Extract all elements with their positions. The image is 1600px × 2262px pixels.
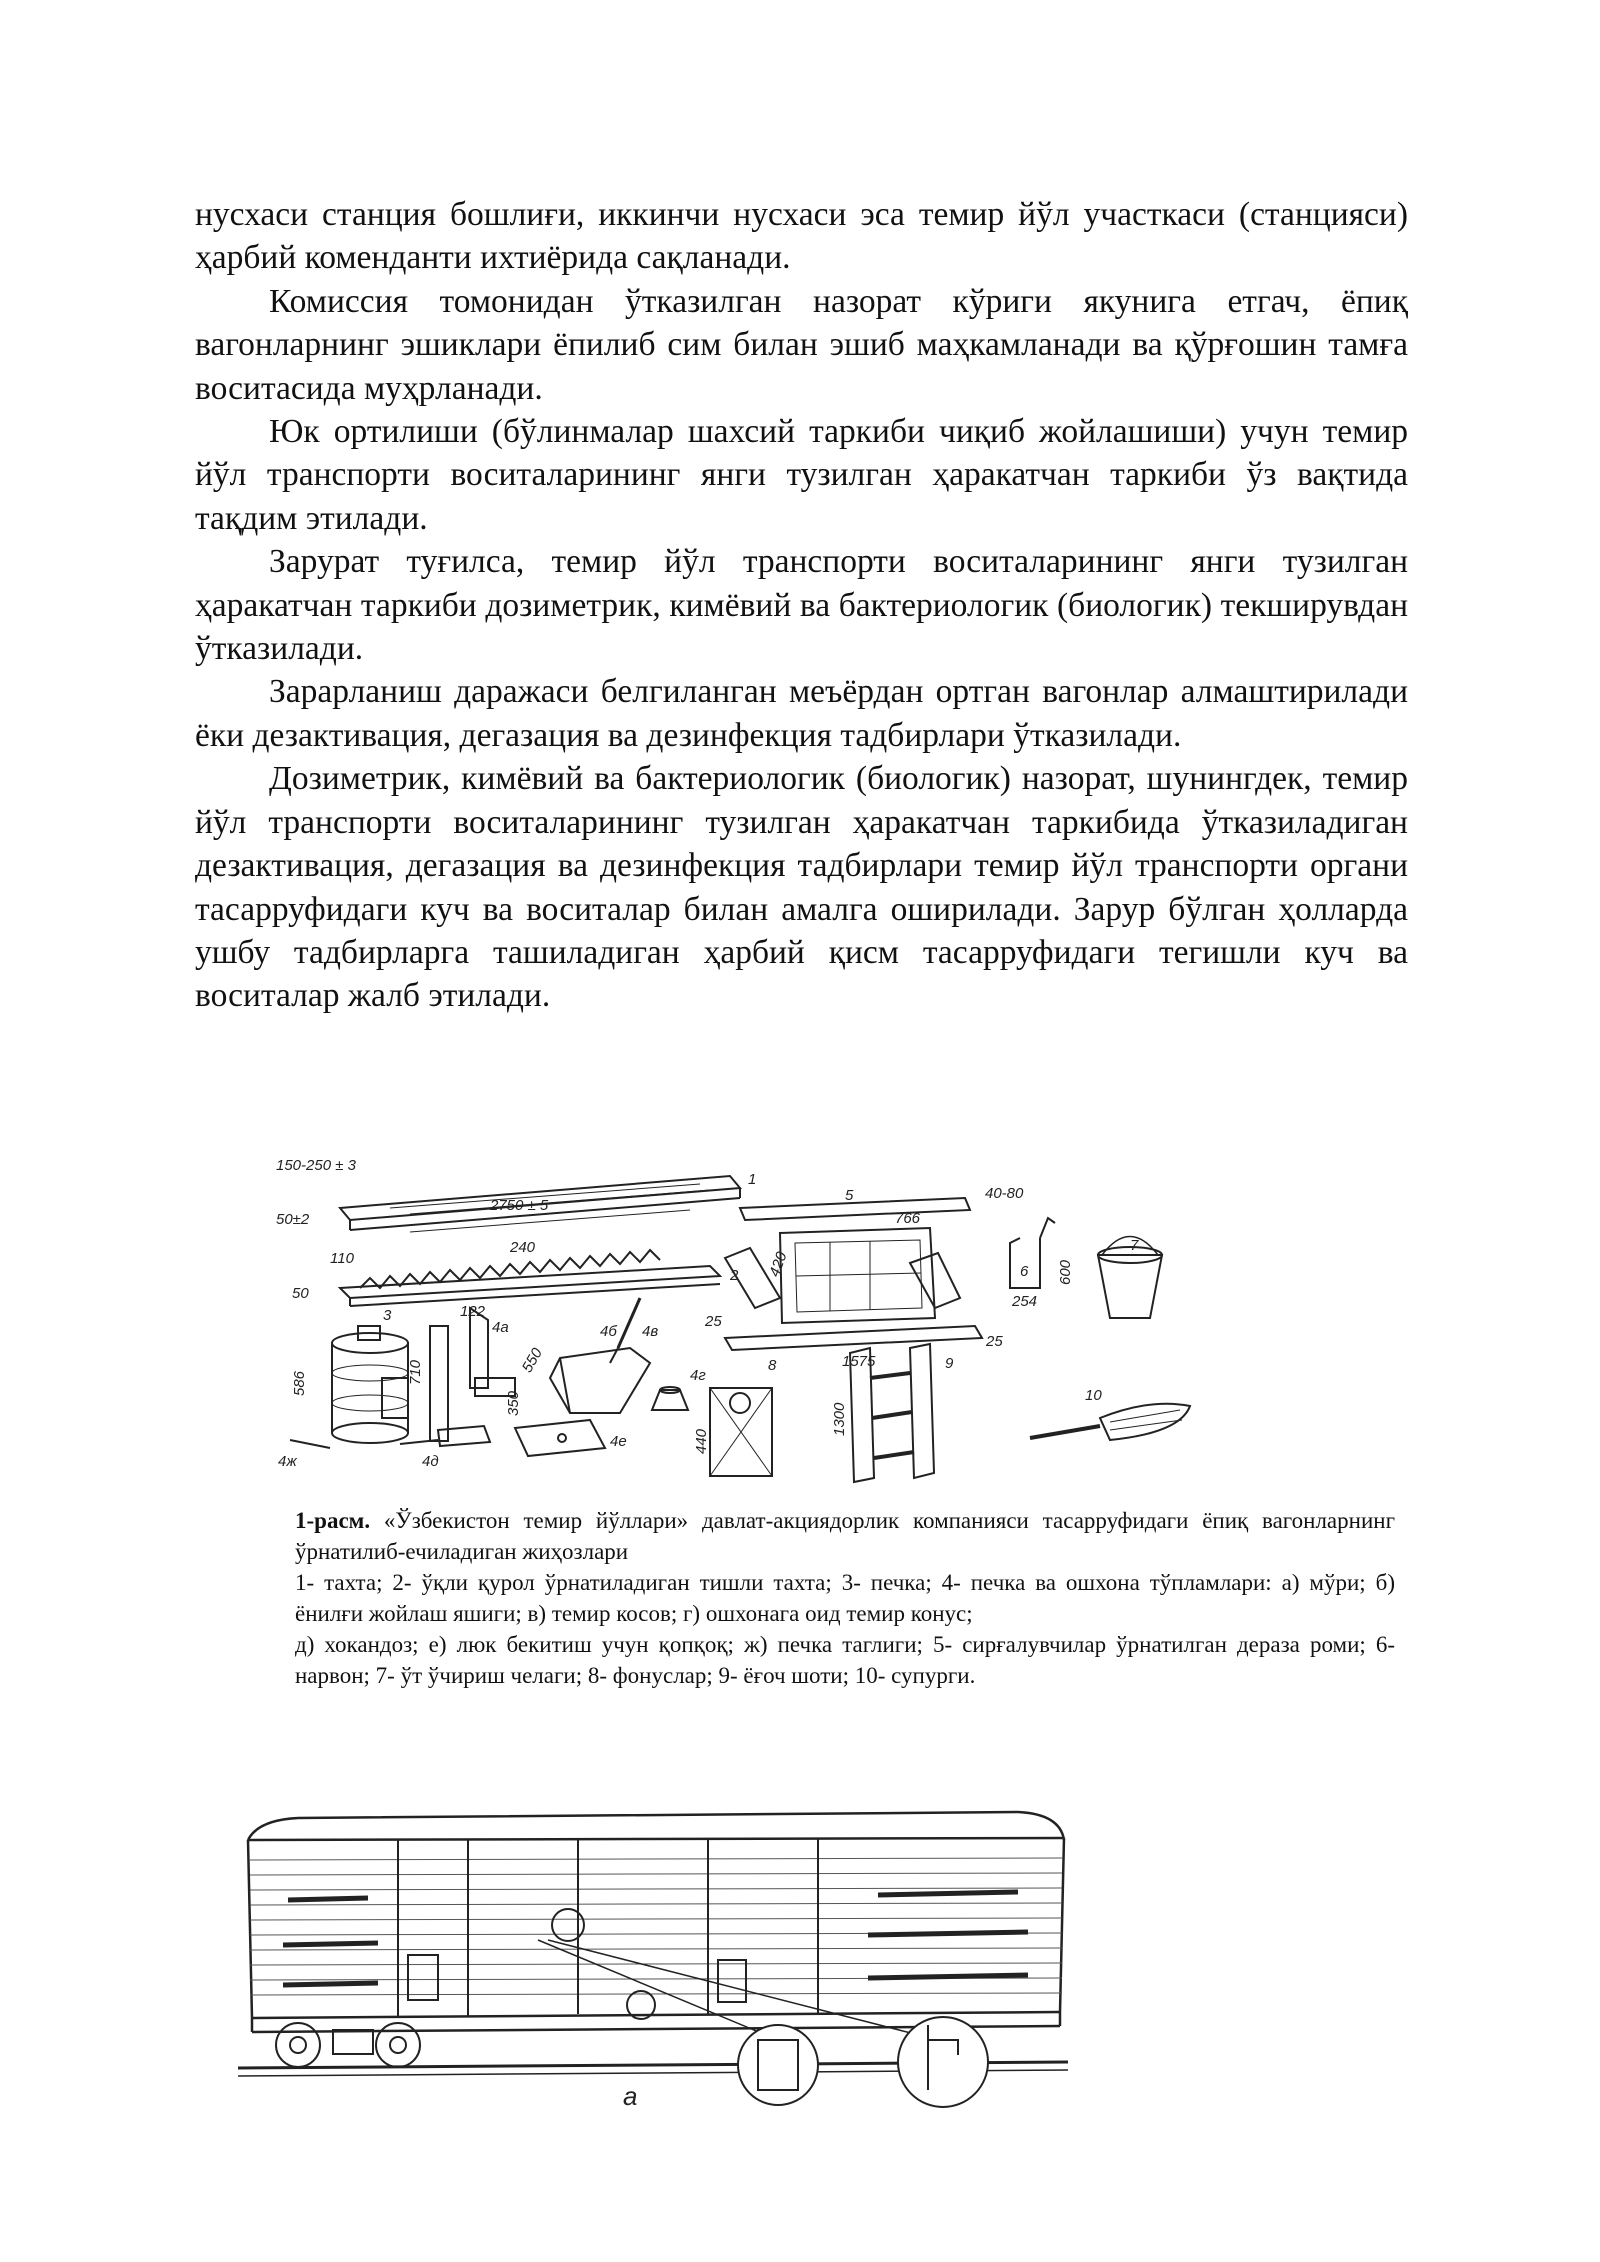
- label-dim-board: 150-250 ± 3: [276, 1157, 356, 1174]
- label-n4zh: 4ж: [278, 1453, 297, 1470]
- label-dim-122: 122: [460, 1303, 486, 1320]
- body-text: [195, 193, 1408, 1018]
- label-n4g: 4г: [690, 1367, 706, 1384]
- label-dim-600: 600: [1057, 1259, 1074, 1285]
- label-n2: 2: [730, 1267, 739, 1284]
- label-dim-586: 586: [291, 1370, 308, 1396]
- equipment-drawing: [270, 1148, 1410, 1488]
- figure2-label: а: [623, 2081, 638, 2110]
- label-n4e: 4е: [610, 1433, 627, 1450]
- paragraph-5: Зарарланиш даражаси белгиланган меъёрдан ортган вагонлар алмаштирилади ёки дезактивация, дегазация ва дезинфекция тадбирлари ўтказилади.: [195, 673, 1408, 754]
- label-dim-766: 766: [895, 1210, 921, 1227]
- label-dim-710: 710: [407, 1359, 424, 1385]
- label-n4v: 4в: [642, 1323, 659, 1340]
- label-dim-50b: 50: [292, 1285, 309, 1302]
- figure-caption: [295, 1505, 1395, 1691]
- paragraph-6: Дозиметрик, кимёвий ва бактериологик (биологик) назорат, шунингдек, темир йўл транспорти воситаларининг тузилган ҳаракатчан таркибида ўтказиладиган дезактивация, дегазация ва дезинфекция тадбирлари темир йўл транспорти органи тасарруфидаги куч ва воситалар билан амалга оширилади. Зарур бўлган ҳолларда ушбу тадбирларга ташиладиган ҳарбий қисм тасарруфидаги тегишли куч ва воситалар жалб этилади.: [195, 760, 1408, 1015]
- label-dim-50a: 50±2: [276, 1211, 310, 1228]
- label-dim-2750: 2750 ± 5: [490, 1197, 549, 1214]
- label-dim-420: 420: [766, 1249, 791, 1280]
- paragraph-3: Юк ортилиши (бўлинмалар шахсий таркиби чиқиб жойлашиши) учун темир йўл транспорти воситаларининг янги тузилган ҳаракатчан таркиби ўз вақтида тақдим этилади.: [195, 413, 1408, 537]
- label-dim-440: 440: [693, 1428, 710, 1454]
- caption-title-line: [295, 1505, 1395, 1567]
- label-n10: 10: [1085, 1387, 1102, 1404]
- label-dim-1575: 1575: [842, 1353, 876, 1370]
- label-dim-40-80: 40-80: [985, 1185, 1024, 1202]
- paragraph-4: Зарурат туғилса, темир йўл транспорти воситаларининг янги тузилган ҳаракатчан таркиби дозиметрик, кимёвий ва бактериологик (биологик) текширувдан ўтказилади.: [195, 543, 1408, 668]
- label-n9: 9: [945, 1355, 954, 1372]
- label-n4b: 4б: [600, 1323, 617, 1340]
- label-n6: 6: [1020, 1263, 1029, 1280]
- label-n3: 3: [383, 1307, 392, 1324]
- paragraph-1: нусхаси станция бошлиғи, иккинчи нусхаси эса темир йўл участкаси (станцияси) ҳарбий коменданти ихтиёрида сақланади.: [195, 196, 1408, 277]
- label-dim-25a: 25: [705, 1313, 722, 1330]
- caption-number: 1-расм.: [295, 1508, 371, 1533]
- label-n5: 5: [845, 1187, 854, 1204]
- label-n4d: 4д: [422, 1453, 439, 1470]
- caption-legend-2: д) хокандоз; е) люк бекитиш учун қопқоқ; ж) печка таглиги; 5- сирғалувчилар ўрнатилган дераза роми; 6- нарвон; 7- ўт ўчириш челаги; 8- фонуслар; 9- ёғоч шоти; 10- супурги.: [295, 1632, 1395, 1688]
- label-n7: 7: [1130, 1237, 1139, 1254]
- caption-legend-1: 1- тахта; 2- ўқли қурол ўрнатиладиган тишли тахта; 3- печка; 4- печка ва ошхона тўпламлари: а) мўри; б) ёнилғи жойлаш яшиги; в) темир косов; г) ошхонага оид темир конус;: [295, 1570, 1395, 1626]
- caption-title: «Ўзбекистон темир йўллари» давлат-акциядорлик компанияси тасарруфидаги ёпиқ вагонларнинг ўрнатилиб-ечиладиган жиҳозлари: [295, 1508, 1396, 1564]
- wagon-drawing: [238, 1800, 1078, 2110]
- label-n8: 8: [768, 1357, 777, 1374]
- label-dim-110: 110: [330, 1250, 354, 1267]
- label-dim-25b: 25: [986, 1333, 1003, 1350]
- paragraph-2: Комиссия томонидан ўтказилган назорат кўриги якунига етгач, ёпиқ вагонларнинг эшиклари ёпилиб сим билан эшиб маҳкамланади ва қўрғошин тамға воситасида муҳрланади.: [195, 282, 1408, 407]
- label-dim-254: 254: [1012, 1293, 1038, 1310]
- label-n4a: 4а: [492, 1319, 509, 1336]
- label-dim-550: 550: [518, 1345, 546, 1376]
- label-dim-240: 240: [510, 1239, 536, 1256]
- label-n1: 1: [748, 1171, 757, 1188]
- label-dim-1300: 1300: [831, 1402, 848, 1436]
- label-dim-350: 350: [505, 1390, 522, 1416]
